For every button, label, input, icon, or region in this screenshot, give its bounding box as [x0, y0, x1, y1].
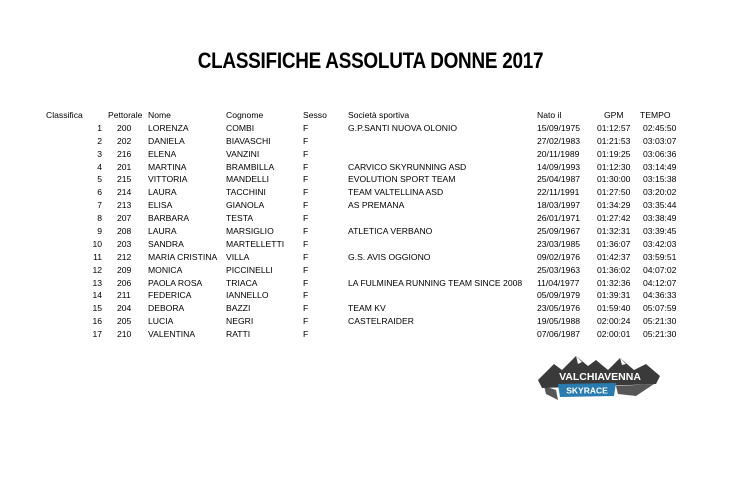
cell-born: 26/01/1971 — [537, 213, 581, 224]
header-bib: Pettorale — [108, 110, 143, 120]
cell-time: 05:07:59 — [643, 303, 677, 314]
cell-bib: 208 — [117, 226, 132, 237]
cell-gpm: 01:21:53 — [597, 135, 631, 146]
cell-bib: 214 — [117, 187, 132, 198]
cell-sex: F — [303, 226, 309, 237]
cell-gpm: 01:30:00 — [597, 174, 631, 185]
cell-surname: TACCHINI — [226, 187, 266, 198]
cell-bib: 204 — [117, 303, 132, 314]
cell-time: 04:12:07 — [643, 277, 677, 288]
table-row — [0, 264, 741, 277]
cell-club: TEAM KV — [348, 303, 386, 314]
cell-born: 20/11/1989 — [537, 148, 580, 159]
cell-club: CASTELRAIDER — [348, 316, 414, 327]
table-row — [0, 199, 741, 212]
cell-bib: 210 — [117, 329, 132, 340]
cell-sex: F — [303, 316, 309, 327]
table-row — [0, 173, 741, 186]
table-row — [0, 225, 741, 238]
cell-born: 14/09/1993 — [537, 161, 581, 172]
cell-gpm: 01:34:29 — [597, 200, 631, 211]
cell-name: PAOLA ROSA — [148, 277, 203, 288]
cell-time: 04:07:02 — [643, 264, 677, 275]
cell-gpm: 01:19:25 — [597, 148, 631, 159]
cell-time: 03:42:03 — [643, 238, 677, 249]
cell-sex: F — [303, 238, 309, 249]
cell-surname: MANDELLI — [226, 174, 269, 185]
cell-bib: 209 — [117, 264, 132, 275]
cell-club: ATLETICA VERBANO — [348, 226, 433, 237]
cell-time: 03:03:07 — [643, 135, 677, 146]
cell-surname: VILLA — [226, 251, 250, 262]
cell-time: 03:59:51 — [643, 251, 677, 262]
cell-born: 25/09/1967 — [537, 226, 581, 237]
cell-rank: 4 — [97, 161, 102, 172]
cell-bib: 213 — [117, 200, 132, 211]
cell-sex: F — [303, 135, 309, 146]
cell-bib: 212 — [117, 251, 132, 262]
cell-gpm: 01:32:31 — [597, 226, 631, 237]
table-row — [0, 315, 741, 328]
cell-gpm: 01:27:42 — [597, 213, 631, 224]
cell-born: 27/02/1983 — [537, 135, 581, 146]
page-title: CLASSIFICHE ASSOLUTA DONNE 2017 — [197, 48, 544, 73]
cell-name: SANDRA — [148, 238, 184, 249]
cell-rank: 9 — [97, 226, 102, 237]
cell-born: 09/02/1976 — [537, 251, 581, 262]
cell-gpm: 01:36:07 — [597, 238, 631, 249]
table-row — [0, 135, 741, 148]
cell-sex: F — [303, 187, 309, 198]
cell-surname: VANZINI — [226, 148, 260, 159]
cell-name: VITTORIA — [148, 174, 188, 185]
cell-surname: IANNELLO — [226, 290, 269, 301]
cell-bib: 207 — [117, 213, 132, 224]
cell-sex: F — [303, 251, 309, 262]
logo-line2: SKYRACE — [566, 385, 608, 396]
cell-time: 02:45:50 — [643, 122, 677, 133]
cell-rank: 15 — [92, 303, 102, 314]
cell-rank: 14 — [92, 290, 102, 301]
cell-club: AS PREMANA — [348, 200, 405, 211]
cell-rank: 13 — [92, 277, 102, 288]
cell-sex: F — [303, 290, 309, 301]
cell-gpm: 01:59:40 — [597, 303, 631, 314]
cell-surname: MARTELLETTI — [226, 238, 285, 249]
cell-born: 25/03/1963 — [537, 264, 581, 275]
cell-name: MONICA — [148, 264, 183, 275]
cell-sex: F — [303, 174, 309, 185]
table-row — [0, 302, 741, 315]
table-header — [0, 109, 741, 122]
cell-name: ELENA — [148, 148, 177, 159]
cell-sex: F — [303, 122, 309, 133]
cell-surname: NEGRI — [226, 316, 254, 327]
cell-rank: 16 — [92, 316, 102, 327]
cell-rank: 6 — [97, 187, 102, 198]
header-name: Nome — [148, 110, 171, 120]
cell-time: 03:15:38 — [643, 174, 677, 185]
cell-born: 18/03/1997 — [537, 200, 581, 211]
cell-name: MARIA CRISTINA — [148, 251, 218, 262]
cell-sex: F — [303, 161, 309, 172]
cell-time: 03:39:45 — [643, 226, 677, 237]
cell-bib: 200 — [117, 122, 132, 133]
header-surname: Cognome — [226, 110, 264, 120]
cell-rank: 2 — [97, 135, 102, 146]
cell-rank: 8 — [97, 213, 102, 224]
cell-rank: 5 — [97, 174, 102, 185]
cell-gpm: 02:00:24 — [597, 316, 631, 327]
cell-gpm: 01:12:57 — [597, 122, 631, 133]
cell-name: ELISA — [148, 200, 173, 211]
table-row — [0, 161, 741, 174]
table-row — [0, 186, 741, 199]
cell-name: DEBORA — [148, 303, 185, 314]
cell-born: 25/04/1987 — [537, 174, 581, 185]
cell-born: 05/09/1979 — [537, 290, 581, 301]
cell-name: LAURA — [148, 226, 177, 237]
cell-bib: 202 — [117, 135, 132, 146]
cell-name: LUCIA — [148, 316, 174, 327]
cell-rank: 12 — [92, 264, 102, 275]
cell-time: 05:21:30 — [643, 316, 677, 327]
cell-time: 03:35:44 — [643, 200, 677, 211]
cell-born: 07/06/1987 — [537, 329, 581, 340]
cell-bib: 216 — [117, 148, 132, 159]
cell-name: MARTINA — [148, 161, 187, 172]
cell-sex: F — [303, 303, 309, 314]
cell-rank: 7 — [97, 200, 102, 211]
cell-sex: F — [303, 148, 309, 159]
cell-bib: 215 — [117, 174, 132, 185]
cell-time: 03:14:49 — [643, 161, 677, 172]
cell-time: 03:38:49 — [643, 213, 677, 224]
cell-gpm: 01:36:02 — [597, 264, 631, 275]
cell-time: 05:21:30 — [643, 329, 677, 340]
cell-rank: 17 — [92, 329, 102, 340]
cell-rank: 3 — [97, 148, 102, 159]
table-row — [0, 289, 741, 302]
cell-gpm: 01:42:37 — [597, 251, 631, 262]
header-club: Società sportiva — [348, 110, 410, 120]
cell-time: 04:36:33 — [643, 290, 677, 301]
cell-gpm: 01:32:36 — [597, 277, 631, 288]
cell-bib: 203 — [117, 238, 132, 249]
cell-sex: F — [303, 264, 309, 275]
cell-surname: COMBI — [226, 122, 255, 133]
cell-born: 23/03/1985 — [537, 238, 581, 249]
cell-sex: F — [303, 277, 309, 288]
cell-club: TEAM VALTELLINA ASD — [348, 187, 444, 198]
cell-surname: GIANOLA — [226, 200, 265, 211]
cell-club: G.S. AVIS OGGIONO — [348, 251, 431, 262]
cell-surname: PICCINELLI — [226, 264, 273, 275]
header-born: Nato il — [537, 110, 562, 120]
cell-sex: F — [303, 329, 309, 340]
cell-club: EVOLUTION SPORT TEAM — [348, 174, 456, 185]
header-gpm: GPM — [604, 110, 624, 120]
cell-bib: 205 — [117, 316, 132, 327]
cell-name: BARBARA — [148, 213, 190, 224]
cell-club: LA FULMINEA RUNNING TEAM SINCE 2008 — [348, 277, 523, 288]
table-row — [0, 212, 741, 225]
cell-club: G.P.SANTI NUOVA OLONIO — [348, 122, 458, 133]
table-body — [0, 122, 741, 341]
cell-bib: 211 — [117, 290, 131, 301]
cell-club: CARVICO SKYRUNNING ASD — [348, 161, 467, 172]
cell-born: 19/05/1988 — [537, 316, 581, 327]
cell-born: 23/05/1976 — [537, 303, 581, 314]
cell-rank: 1 — [97, 122, 102, 133]
results-table — [0, 109, 741, 341]
cell-gpm: 01:12:30 — [597, 161, 631, 172]
table-row — [0, 251, 741, 264]
cell-name: LAURA — [148, 187, 177, 198]
cell-bib: 201 — [117, 161, 132, 172]
cell-surname: TRIACA — [226, 277, 258, 288]
cell-time: 03:06:36 — [643, 148, 677, 159]
table-row — [0, 122, 741, 135]
cell-gpm: 02:00:01 — [597, 329, 631, 340]
cell-surname: BRAMBILLA — [226, 161, 275, 172]
cell-surname: TESTA — [226, 213, 254, 224]
table-row — [0, 148, 741, 161]
cell-bib: 206 — [117, 277, 132, 288]
cell-sex: F — [303, 200, 309, 211]
cell-name: FEDERICA — [148, 290, 192, 301]
cell-time: 03:20:02 — [643, 187, 677, 198]
header-sex: Sesso — [303, 110, 327, 120]
cell-rank: 11 — [93, 251, 102, 262]
cell-surname: BIAVASCHI — [226, 135, 271, 146]
cell-born: 22/11/1991 — [537, 187, 580, 198]
cell-name: DANIELA — [148, 135, 185, 146]
cell-gpm: 01:27:50 — [597, 187, 631, 198]
table-row — [0, 328, 741, 341]
cell-surname: RATTI — [226, 329, 251, 340]
cell-surname: BAZZI — [226, 303, 251, 314]
cell-born: 11/04/1977 — [537, 277, 580, 288]
logo-line1: VALCHIAVENNA — [559, 371, 641, 383]
table-row — [0, 238, 741, 251]
valchiavenna-skyrace-logo — [536, 350, 666, 410]
cell-name: VALENTINA — [148, 329, 196, 340]
table-row — [0, 277, 741, 290]
cell-born: 15/09/1975 — [537, 122, 581, 133]
cell-surname: MARSIGLIO — [226, 226, 274, 237]
cell-rank: 10 — [92, 238, 102, 249]
cell-gpm: 01:39:31 — [597, 290, 631, 301]
header-rank: Classifica — [46, 110, 83, 120]
header-time: TEMPO — [640, 110, 671, 120]
cell-name: LORENZA — [148, 122, 189, 133]
cell-sex: F — [303, 213, 309, 224]
